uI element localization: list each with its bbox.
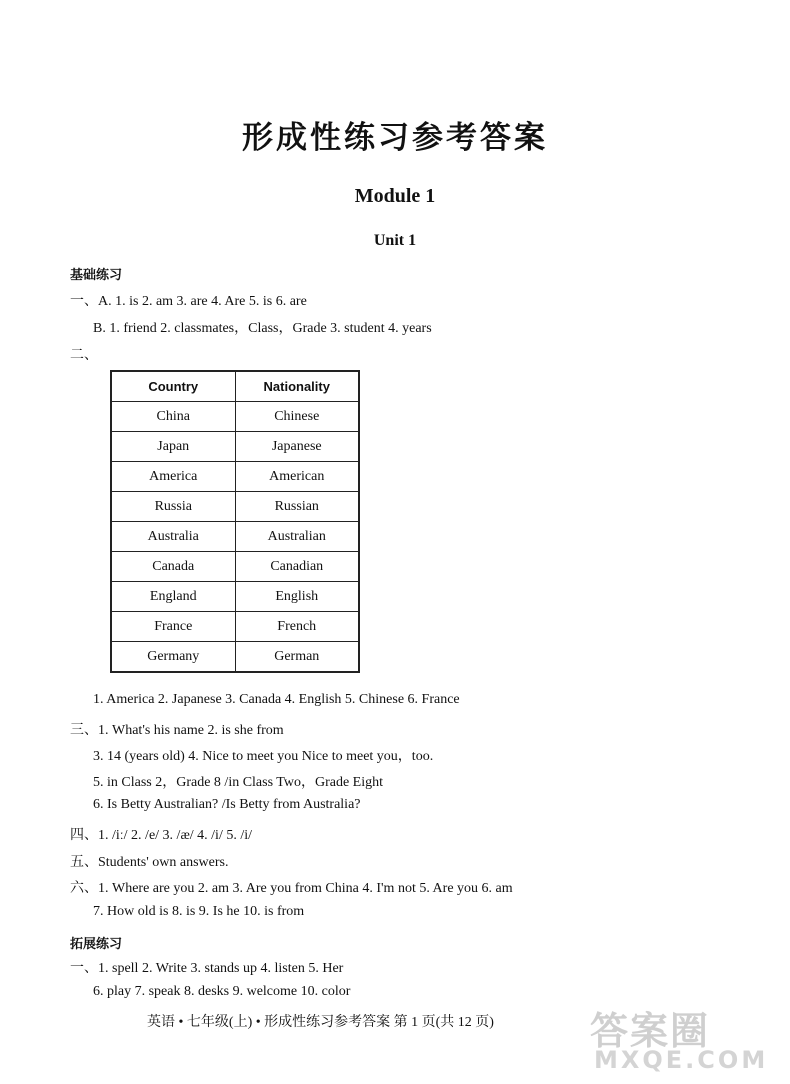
page-footer: 英语 • 七年级(上) • 形成性练习参考答案 第 1 页(共 12 页)	[147, 1015, 494, 1030]
module-heading: Module 1	[354, 185, 436, 207]
country-cell: Germany	[111, 642, 235, 673]
exercise-6-line-2: 7. How old is 8. is 9. Is he 10. is from	[93, 904, 305, 919]
exercise-2-label: 二、	[70, 348, 98, 363]
nationality-cell: French	[235, 612, 359, 642]
nationality-cell: American	[235, 462, 359, 492]
table-row	[111, 582, 359, 612]
table-row	[111, 552, 359, 582]
column-header-nationality: Nationality	[235, 371, 359, 402]
exercise-1a-answers: 一、A. 1. is 2. am 3. are 4. Are 5. is 6. are	[70, 294, 307, 309]
country-cell: Canada	[111, 552, 235, 582]
nationality-cell: Japanese	[235, 432, 359, 462]
table-header-row	[111, 371, 359, 402]
table-row	[111, 402, 359, 432]
exercise-3-line-3: 5. in Class 2，Grade 8 /in Class Two，Grade Eight	[93, 775, 384, 790]
country-cell: America	[111, 462, 235, 492]
nationality-cell: Chinese	[235, 402, 359, 432]
watermark-chinese-text: 答案圈	[590, 1009, 711, 1053]
table-row	[111, 492, 359, 522]
nationality-cell: Canadian	[235, 552, 359, 582]
unit-heading: Unit 1	[373, 232, 417, 249]
exercise-1b-answers: B. 1. friend 2. classmates，Class，Grade 3. student 4. years	[93, 321, 432, 336]
table-row	[111, 432, 359, 462]
country-cell: Australia	[111, 522, 235, 552]
country-cell: Russia	[111, 492, 235, 522]
extension-1-line-1: 一、1. spell 2. Write 3. stands up 4. listen 5. Her	[70, 961, 344, 976]
watermark-site-text: MXQE.COM	[594, 1046, 769, 1074]
exercise-3-line-4: 6. Is Betty Australian? /Is Betty from Australia?	[93, 797, 361, 812]
country-cell: England	[111, 582, 235, 612]
nationality-cell: German	[235, 642, 359, 673]
country-cell: France	[111, 612, 235, 642]
exercise-3-line-2: 3. 14 (years old) 4. Nice to meet you Nice to meet you，too.	[93, 749, 434, 764]
table-row	[111, 462, 359, 492]
table-row	[111, 612, 359, 642]
extension-practice-heading: 拓展练习	[70, 937, 123, 952]
exercise-6-line-1: 六、1. Where are you 2. am 3. Are you from China 4. I'm not 5. Are you 6. am	[70, 881, 513, 896]
exercise-3-line-1: 三、1. What's his name 2. is she from	[70, 723, 284, 738]
page-title: 形成性练习参考答案	[242, 120, 548, 155]
exercise-2-answers: 1. America 2. Japanese 3. Canada 4. English 5. Chinese 6. France	[93, 692, 460, 707]
nationality-cell: Australian	[235, 522, 359, 552]
exercise-4-answers: 四、1. /iː/ 2. /e/ 3. /æ/ 4. /i/ 5. /i/	[70, 828, 253, 843]
exercise-5-answers: 五、Students' own answers.	[70, 855, 229, 870]
column-header-country: Country	[111, 371, 235, 402]
basic-practice-heading: 基础练习	[70, 268, 123, 283]
watermark-logo	[586, 998, 769, 1078]
table-row	[111, 522, 359, 552]
country-cell: Japan	[111, 432, 235, 462]
nationality-cell: Russian	[235, 492, 359, 522]
nationality-cell: English	[235, 582, 359, 612]
table-row	[111, 642, 359, 673]
country-cell: China	[111, 402, 235, 432]
extension-1-line-2: 6. play 7. speak 8. desks 9. welcome 10. color	[93, 984, 351, 999]
country-nationality-table	[110, 370, 360, 673]
